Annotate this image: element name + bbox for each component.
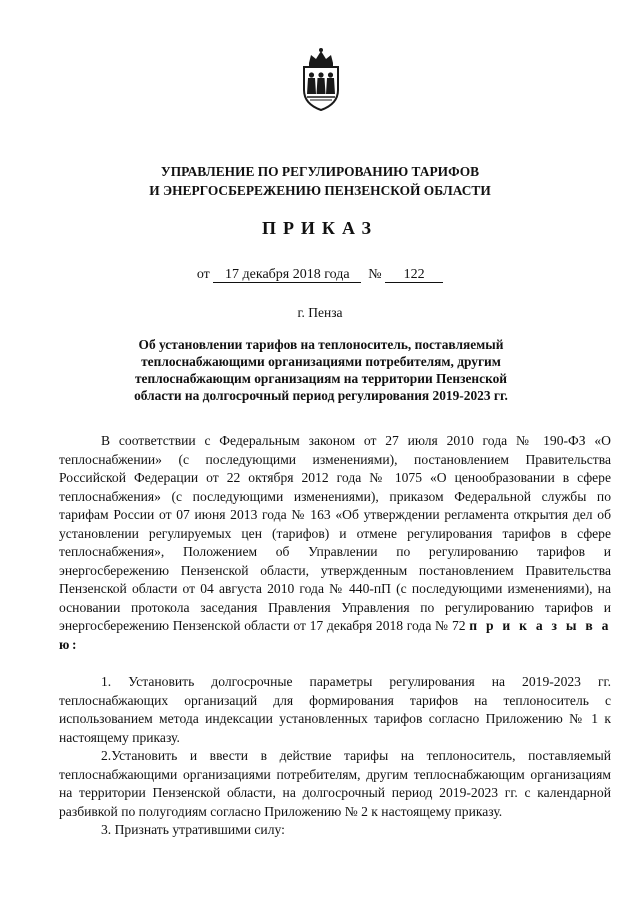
- order-body: [59, 432, 611, 840]
- order-item-2: 2.Установить и ввести в действие тарифы на теплоноситель, поставляемый теплоснабжающими организациями потребителям, другим теплоснабжающим организациям на территории Пензенской области, на долгосрочный период 2019-2023 гг. с календарной разбивкой по полугодиям согласно Приложению № 2 к настоящему приказу.: [59, 748, 611, 819]
- number-label: №: [368, 267, 382, 282]
- order-operative-word: п р и к а з ы в а ю:: [59, 618, 611, 652]
- issuing-authority-line-2: И ЭНЕРГОСБЕРЕЖЕНИЮ ПЕНЗЕНСКОЙ ОБЛАСТИ: [149, 183, 491, 198]
- issuing-authority: [80, 162, 560, 200]
- issuing-authority-line-1: УПРАВЛЕНИЕ ПО РЕГУЛИРОВАНИЮ ТАРИФОВ: [160, 164, 480, 179]
- order-date: 17 декабря 2018 года: [213, 267, 361, 283]
- order-subject-heading: Об установлении тарифов на теплоноситель, поставляемый теплоснабжающими организациями потребителям, другим теплоснабжающим организациям на территории Пензенской области на долгосрочный период регулирования 2019-2023 гг.: [134, 337, 508, 403]
- order-item-1: 1. Установить долгосрочные параметры регулирования на 2019-2023 гг. теплоснабжающих организаций для формирования тарифов на теплоноситель с использованием метода индексации установленных тарифов согласно Приложению № 1 к настоящему приказу.: [59, 674, 611, 745]
- from-label: от: [196, 267, 210, 282]
- preamble-paragraph: [59, 432, 611, 654]
- preamble-text: В соответствии с Федеральным законом от 27 июля 2010 года № 190-ФЗ «О теплоснабжении» (с последующими изменениями), постановлением Правительства Российской Федерации от 22 октября 2012 года № 1075 «О ценообразовании в сфере теплоснабжения» (с последующими изменениями), приказом Федеральной службы по тарифам России от 07 июня 2013 года № 163 «Об утверждении регламента открытия дел об установлении регулируемых цен (тарифов) и отмене регулирования тарифов в сфере теплоснабжения», Положением об Управлении по регулированию тарифов и энергосбережению Пензенской области, утвержденным постановлением Правительства Пензенской области от 04 августа 2010 года № 440-пП (с последующими изменениями), на основании протокола заседания Правления Управления по регулированию тарифов и энергосбережению Пензенской области от 17 декабря 2018 года № 72: [59, 433, 611, 633]
- city-of-issue: г. Пенза: [297, 305, 343, 320]
- document-type-title: ПРИКАЗ: [261, 218, 379, 238]
- order-item-3: 3. Признать утратившими силу:: [101, 822, 285, 837]
- order-number: 122: [385, 267, 443, 283]
- penza-coat-of-arms-icon: [296, 46, 346, 112]
- date-and-number-line: [0, 266, 640, 284]
